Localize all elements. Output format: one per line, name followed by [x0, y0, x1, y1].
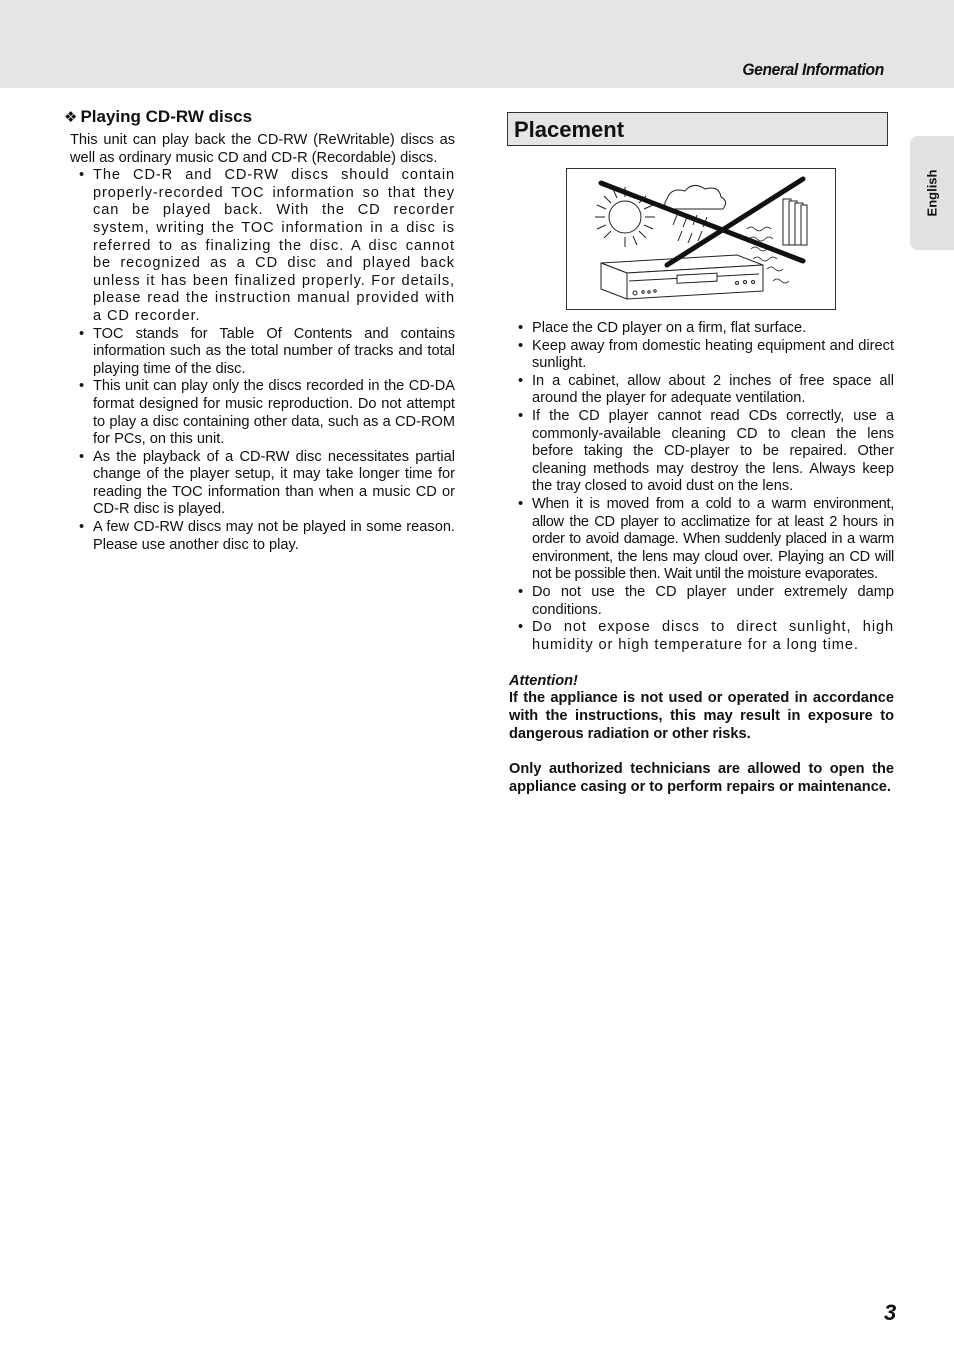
language-tab-label: English [924, 169, 940, 217]
placement-bullet-list [509, 320, 894, 654]
placement-title: Placement [507, 112, 888, 146]
list-item: • If the CD player cannot read CDs correctly, use a commonly-available cleaning CD to clean the lens before taking the CD-player to be repaired. Other cleaning methods may destroy the lens. Always keep the tray closed to avoid dust on the lens. [509, 408, 894, 496]
section-header: General Information [742, 60, 884, 79]
list-item: • Keep away from domestic heating equipment and direct sunlight. [509, 338, 894, 373]
list-item: • In a cabinet, allow about 2 inches of free space all around the player for adequate ventilation. [509, 373, 894, 408]
intro-paragraph: This unit can play back the CD-RW (ReWritable) discs as well as ordinary music CD and CD-R (Recordable) discs. [70, 132, 455, 166]
placement-warning-illustration-icon [567, 169, 835, 309]
list-item: • As the playback of a CD-RW disc necessitates partial change of the player setup, it may take longer time for reading the TOC information than when a music CD or CD-R disc is played. [70, 449, 455, 519]
right-column [509, 112, 894, 797]
list-item: • Place the CD player on a firm, flat surface. [509, 320, 894, 338]
left-column [64, 106, 455, 554]
list-item: • This unit can play only the discs recorded in the CD-DA format designed for music reproduction. Do not attempt to play a disc containing other data, such as a CD-ROM for PCs, on this unit. [70, 378, 455, 448]
list-item: • TOC stands for Table Of Contents and contains information such as the total number of tracks and total playing time of the disc. [70, 326, 455, 379]
warning-paragraph: Only authorized technicians are allowed to open the appliance casing or to perform repairs or maintenance. [509, 761, 894, 796]
section-heading-text: Playing CD-RW discs [80, 107, 253, 126]
list-item: • A few CD-RW discs may not be played in some reason. Please use another disc to play. [70, 519, 455, 554]
list-item: • When it is moved from a cold to a warm environment, allow the CD player to acclimatize for at least 2 hours in order to avoid damage. When suddenly placed in a warm environment, the lens may cloud over. Playing an CD will not be possible then. Wait until the moisture evaporates. [509, 496, 894, 584]
attention-title: Attention! [509, 673, 578, 690]
list-item: • The CD-R and CD-RW discs should contain properly-recorded TOC information so that they can be played back. With the CD recorder system, writing the TOC information in a disc is referred to as finalizing the disc. A disc cannot be recognized as a CD disc and played back unless it has been finalized properly. For details, please read the instruction manual provided with a CD recorder. [70, 167, 455, 325]
warning-paragraph: If the appliance is not used or operated in accordance with the instructions, this may result in exposure to dangerous radiation or other risks. [509, 690, 894, 742]
list-item: • Do not use the CD player under extremely damp conditions. [509, 584, 894, 619]
cdrw-bullet-list [70, 167, 455, 554]
list-item: • Do not expose discs to direct sunlight, high humidity or high temperature for a long time. [509, 619, 894, 654]
section-heading [64, 106, 455, 129]
page-number: 3 [884, 1300, 897, 1325]
placement-illustration [566, 168, 836, 310]
diamond-icon: ❖ [64, 109, 78, 126]
language-tab [910, 136, 954, 250]
